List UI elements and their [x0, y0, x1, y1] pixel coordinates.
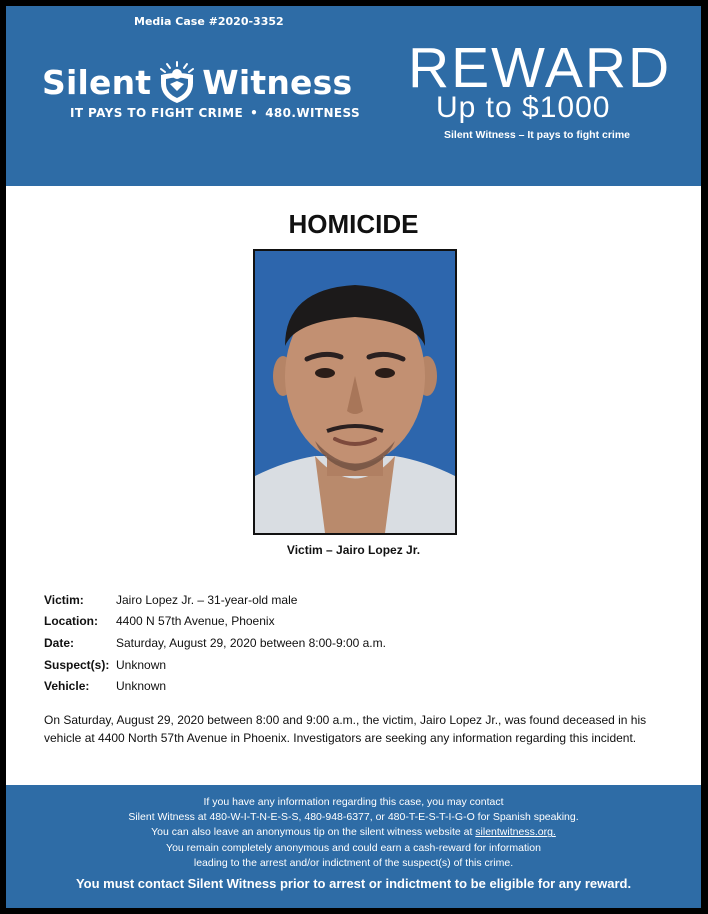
detail-row-victim — [44, 589, 664, 611]
victim-portrait-icon — [255, 251, 455, 533]
contact-line-4: You remain completely anonymous and could earn a cash-reward for information — [166, 841, 541, 854]
case-narrative: On Saturday, August 29, 2020 between 8:00 and 9:00 a.m., the victim, Jairo Lopez Jr., was found deceased in his vehicle at 4400 North 57th Avenue in Phoenix. Investigators are seeking any information regarding this incident. — [44, 713, 647, 745]
contact-line-5: leading to the arrest and/or indictment of the suspect(s) of this crime. — [193, 856, 514, 869]
detail-row-suspects — [44, 654, 664, 676]
detail-label: Location: — [44, 614, 98, 629]
detail-row-date — [44, 632, 664, 654]
silent-witness-logo — [42, 61, 352, 105]
reward-amount: Up to $1000 — [436, 91, 611, 124]
contact-line-2: Silent Witness at 480-W-I-T-N-E-S-S, 480-948-6377, or 480-T-E-S-T-I-G-O for Spanish speaking. — [128, 811, 579, 824]
detail-value: Unknown — [116, 657, 167, 672]
detail-value: Jairo Lopez Jr. – 31-year-old male — [116, 592, 298, 607]
photo-caption: Victim – Jairo Lopez Jr. — [286, 543, 421, 557]
detail-row-location — [44, 611, 664, 633]
victim-photo — [253, 249, 457, 535]
tagline — [70, 106, 360, 120]
logo-word-witness: Witness — [202, 63, 353, 102]
footer-band — [6, 785, 701, 908]
logo-word-silent: Silent — [42, 63, 152, 102]
contact-info — [6, 785, 701, 871]
reward-eligibility-notice: You must contact Silent Witness prior to arrest or indictment to be eligible for any reward. — [75, 876, 632, 891]
detail-value: 4400 N 57th Avenue, Phoenix — [116, 614, 275, 629]
website-prefix: You can also leave an anonymous tip on the silent witness website at — [151, 826, 476, 839]
detail-value: Saturday, August 29, 2020 between 8:00-9:00 a.m. — [116, 635, 386, 650]
detail-label: Vehicle: — [44, 679, 90, 694]
website-link[interactable]: silentwitness.org. — [475, 826, 556, 839]
detail-value: Unknown — [116, 679, 167, 694]
tagline-slogan: IT PAYS TO FIGHT CRIME — [70, 106, 244, 120]
contact-line-3 — [6, 825, 701, 840]
media-case-number: Media Case #2020-3352 — [134, 15, 284, 28]
detail-label: Suspect(s): — [44, 657, 110, 672]
reward-subtitle: Silent Witness – It pays to fight crime — [444, 129, 631, 141]
shield-sun-icon — [157, 61, 197, 105]
header-band — [6, 6, 701, 186]
tagline-phone: 480.WITNESS — [265, 106, 361, 120]
reward-title: REWARD — [408, 36, 672, 100]
detail-label: Date: — [44, 635, 75, 650]
crime-type-title: HOMICIDE — [288, 209, 419, 239]
flyer — [6, 6, 701, 908]
case-details — [44, 589, 664, 697]
tagline-separator: • — [250, 106, 259, 120]
detail-row-vehicle — [44, 675, 664, 697]
contact-line-1: If you have any information regarding this case, you may contact — [203, 796, 504, 808]
detail-label: Victim: — [44, 592, 84, 607]
